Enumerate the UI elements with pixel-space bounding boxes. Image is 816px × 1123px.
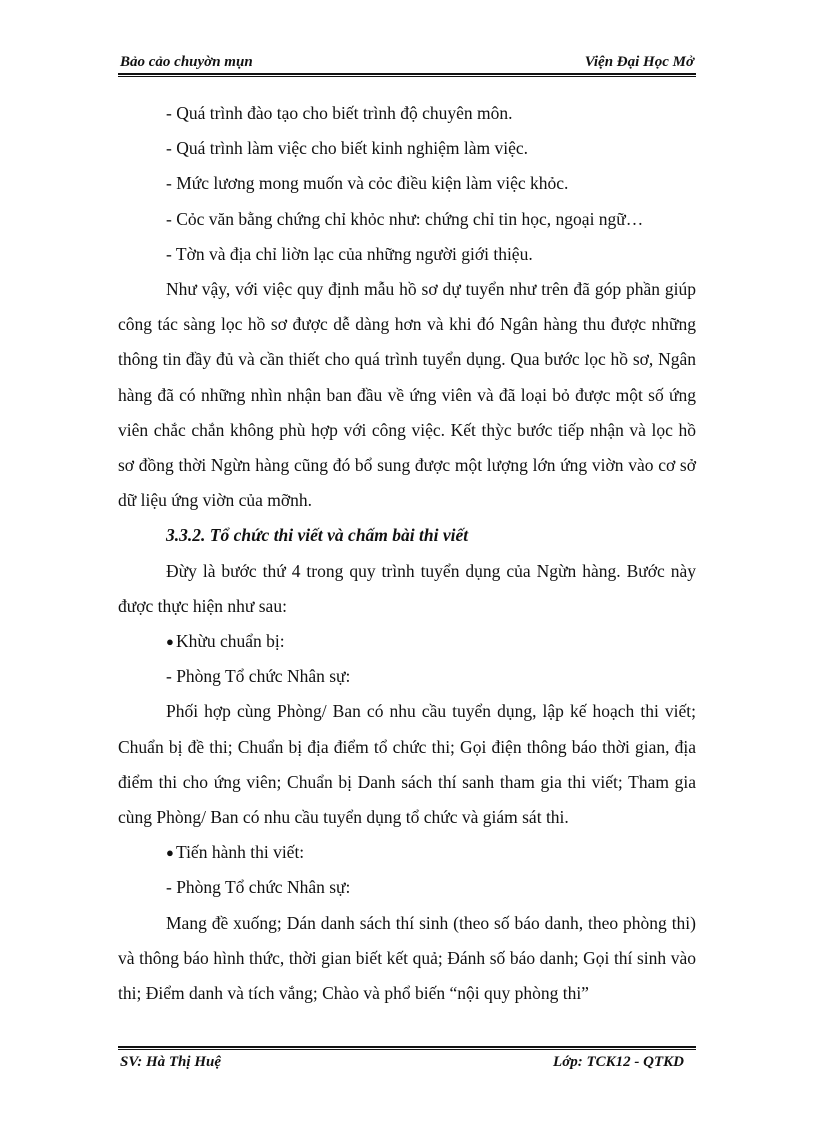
paragraph-step-intro: Đừy là bước thứ 4 trong quy trình tuyển dụng của Ngừn hàng. Bước này được thực hiện như sau: (118, 560, 696, 616)
dash-item-experience: - Quá trình làm việc cho biết kinh nghiệm làm việc. (166, 138, 529, 159)
dash-item-salary: - Mức lương mong muốn và cỏc điều kiện làm việc khỏc. (166, 173, 569, 194)
bullet-preparation (118, 624, 696, 659)
paragraph-conduct: Mang đề xuống; Dán danh sách thí sinh (theo số báo danh, theo phòng thi) và thông báo hình thức, thời gian biết kết quả; Đánh số báo danh; Gọi thí sinh vào thi; Điểm danh và tích vắng; Chào và phổ biến “nội quy phòng thi” (118, 912, 696, 1004)
footer-rule (118, 1046, 696, 1050)
paragraph-preparation: Phối hợp cùng Phòng/ Ban có nhu cầu tuyển dụng, lập kế hoạch thi viết; Chuẩn bị đề thi; Chuẩn bị địa điểm tổ chức thi; Gọi điện thông báo thời gian, địa điểm thi cho ứng viên; Chuẩn bị Danh sách thí sanh tham gia thi viết; Tham gia cùng Phòng/ Ban có nhu cầu tuyển dụng tổ chức và giám sát thi. (118, 701, 696, 828)
bullet-conduct (118, 835, 696, 870)
dept-hr-2: - Phòng Tổ chức Nhân sự: (166, 877, 351, 898)
footer-student: SV: Hà Thị Huệ (120, 1054, 221, 1070)
page-footer (118, 1054, 696, 1074)
paragraph-screening: Như vậy, với việc quy định mẫu hồ sơ dự tuyển như trên đã góp phần giúp công tác sàng lọc hồ sơ được dễ dàng hơn và khi đó Ngân hàng thu được những thông tin đầy đủ và cần thiết cho quá trình tuyển dụng. Qua bước lọc hồ sơ, Ngân hàng đã có những nhìn nhận ban đầu về ứng viên và đã loại bỏ được một số ứng viên chắc chắn không phù hợp với công việc. Kết thỳc bước tiếp nhận và lọc hồ sơ đồng thời Ngừn hàng cũng đó bổ sung được một lượng lớn ứng viờn vào cơ sở dữ liệu ứng viờn của mỡnh. (118, 279, 696, 511)
page-body (118, 96, 696, 1011)
header-rule (118, 73, 696, 77)
footer-class: Lớp: TCK12 - QTKD (553, 1054, 684, 1070)
header-report-title: Bảo cảo chuyờn mụn (120, 54, 253, 70)
dash-item-certificates: - Cỏc văn bằng chứng chỉ khỏc như: chứng chỉ tin học, ngoại ngữ… (166, 208, 644, 229)
bullet-preparation-label: Khừu chuẩn bị: (176, 631, 285, 652)
section-heading: 3.3.2. Tổ chức thi viết và chấm bài thi viết (166, 525, 469, 546)
bullet-icon: ● (166, 634, 174, 650)
dash-item-references: - Tờn và địa chỉ liờn lạc của những người giới thiệu. (166, 243, 533, 264)
bullet-icon: ● (166, 845, 174, 861)
dash-item-training: - Quá trình đào tạo cho biết trình độ chuyên môn. (166, 103, 513, 123)
header-institution: Viện Đại Học Mở (584, 54, 694, 70)
page-header (118, 52, 696, 72)
dept-hr-1: - Phòng Tổ chức Nhân sự: (166, 666, 351, 687)
bullet-conduct-label: Tiến hành thi viết: (176, 842, 305, 863)
